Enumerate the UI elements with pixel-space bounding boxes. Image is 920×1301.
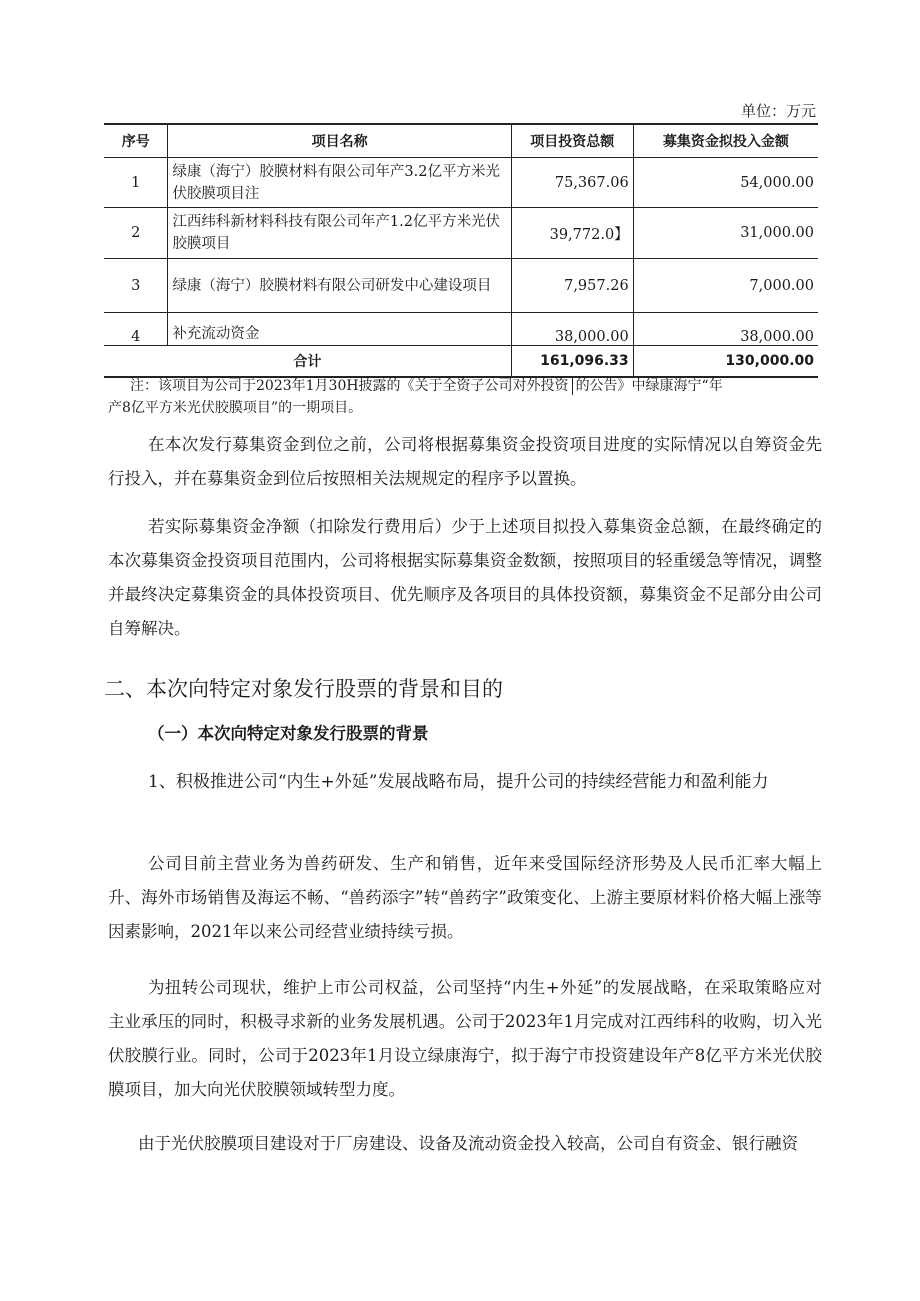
footnote-line-1: 注：该项目为公司于2023年1月30H披露的《关于全资子公司对外投资 [130,378,569,394]
table-footnote [108,375,818,419]
row-project-name: 江西纬科新材料科技有限公司年产1.2亿平方米光伏胶膜项目 [168,208,511,259]
paragraph-strategy: 为扭转公司现状，维护上市公司权益，公司坚持“内生+外延”的发展战略，在采取策略应对主业承压的同时，积极寻求新的业务发展机遇。公司于2023年1月完成对江西纬科的收购，切入光伏胶膜行业。同时，公司于2023年1月设立绿康海宁，拟于海宁市投资建设年产8亿平方米光伏胶膜项目，加大向光伏胶膜领域转型力度。 [108,978,822,1099]
paragraph-business-status: 公司目前主营业务为兽药研发、生产和销售，近年来受国际经济形势及人民币汇率大幅上升、海外市场销售及海运不畅、“兽药添字”转“兽药字”政策变化、上游主要原材料价格大幅上涨等因素影响，2021年以来公司经营业绩持续亏损。 [108,854,822,941]
paragraph-prefunding: 在本次发行募集资金到位之前，公司将根据募集资金投资项目进度的实际情况以自筹资金先行投入，并在募集资金到位后按照相关法规规定的程序予以置换。 [108,435,822,488]
paragraph-funding-needs: 由于光伏胶膜项目建设对于厂房建设、设备及流动资金投入较高，公司自有资金、银行融资 [138,1134,798,1153]
unit-label: 单位：万元 [740,102,816,120]
table-total-row [104,346,818,378]
header-project-name: 项目名称 [168,124,511,158]
total-label: 合计 [104,346,511,378]
row-index: 4 [104,313,168,346]
table-header-row [104,124,818,158]
table-row [104,208,818,259]
row-index: 1 [104,158,168,208]
subsection-heading: （一）本次向特定对象发行股票的背景 [148,724,429,743]
table-row [104,158,818,208]
row-project-name: 绿康（海宁）胶膜材料有限公司年产3.2亿平方米光伏胶膜项目注 [168,158,511,208]
row-total-investment: 7,957.26 [511,259,633,313]
section-heading: 二、本次向特定对象发行股票的背景和目的 [104,677,503,701]
row-raised-amount: 7,000.00 [633,259,818,313]
row-raised-amount: 38,000.00 [633,313,818,346]
fund-allocation-table [104,123,818,378]
row-index: 3 [104,259,168,313]
total-investment: 161,096.33 [511,346,633,378]
header-raised-amount: 募集资金拟投入金额 [633,124,818,158]
footnote-divider [572,377,573,395]
footnote-line-1b: 的公告》中绿康海宁“年 [575,378,723,394]
table-row [104,259,818,313]
row-raised-amount: 31,000.00 [633,208,818,259]
header-total-investment: 项目投资总额 [511,124,633,158]
table-row [104,313,818,346]
row-project-name: 绿康（海宁）胶膜材料有限公司研发中心建设项目 [168,259,511,313]
row-raised-amount: 54,000.00 [633,158,818,208]
header-index: 序号 [104,124,168,158]
point-heading: 1、积极推进公司“内生+外延”发展战略布局，提升公司的持续经营能力和盈利能力 [148,772,769,792]
row-total-investment: 39,772.0】 [511,208,633,259]
row-total-investment: 75,367.06 [511,158,633,208]
row-project-name: 补充流动资金 [168,313,511,346]
total-raised-amount: 130,000.00 [633,346,818,378]
row-total-investment: 38,000.00 [511,313,633,346]
row-index: 2 [104,208,168,259]
footnote-line-2: 产8亿平方米光伏胶膜项目”的一期项目。 [108,400,363,416]
paragraph-shortfall: 若实际募集资金净额（扣除发行费用后）少于上述项目拟投入募集资金总额，在最终确定的本次募集资金投资项目范围内，公司将根据实际募集资金数额，按照项目的轻重缓急等情况，调整并最终决定募集资金的具体投资项目、优先顺序及各项目的具体投资额，募集资金不足部分由公司自筹解决。 [108,517,822,638]
